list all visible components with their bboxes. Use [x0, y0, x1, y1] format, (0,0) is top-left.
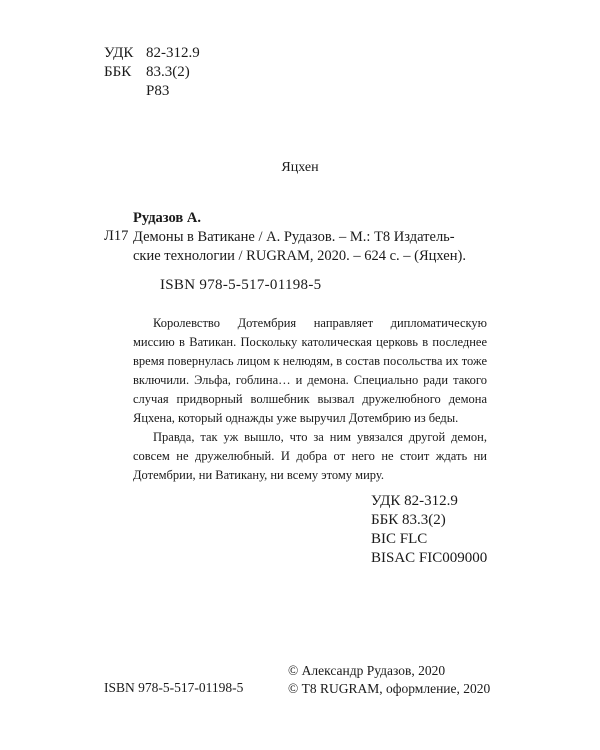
- copyright-line: © Т8 RUGRAM, оформление, 2020: [288, 681, 491, 696]
- code-key: ББК: [104, 64, 132, 80]
- code-line: BIC FLC: [371, 531, 428, 547]
- code-value: Р83: [146, 83, 170, 99]
- classification-codes-top: [104, 44, 200, 101]
- code-line: УДК 82-312.9: [371, 493, 458, 509]
- udk-row: [104, 44, 200, 63]
- code-line: ББК 83.3(2): [371, 512, 446, 528]
- biblio-line: ские технологии / RUGRAM, 2020. – 624 с. – (Яцхен).: [133, 248, 466, 264]
- author-sign-row: [104, 82, 200, 101]
- code-value: 83.3(2): [146, 64, 190, 80]
- biblio-line: Демоны в Ватикане / А. Рудазов. – М.: Т8 Издатель-: [133, 229, 455, 245]
- code-key: УДК: [104, 45, 134, 61]
- code-line: BISAC FIC009000: [371, 550, 488, 566]
- classification-codes-bottom: [371, 492, 487, 568]
- copyright-line: © Александр Рудазов, 2020: [288, 663, 446, 678]
- series-name: Яцхен: [281, 160, 319, 175]
- annotation: [133, 314, 487, 485]
- bbk-row: [104, 63, 200, 82]
- bibliographic-description: [133, 228, 466, 266]
- isbn-footer: ISBN 978-5-517-01198-5: [104, 680, 244, 695]
- isbn-main: ISBN 978-5-517-01198-5: [160, 277, 322, 293]
- annotation-paragraph: Правда, так уж вышло, что за ним увязался другой демон, совсем не дружелюбный. И добра от него не стоит ждать ни Дотембрии, ни Ватикану, ни всему этому миру.: [133, 430, 487, 482]
- code-value: 82-312.9: [146, 45, 200, 61]
- author-mark: Л17: [104, 228, 129, 244]
- copyright-block: [288, 662, 490, 698]
- annotation-paragraph: Королевство Дотембрия направляет дипломатическую миссию в Ватикан. Поскольку католическая церковь в последнее время повернулась лицом к нелюдям, в состав посольства их тоже включили. Эльфа, гоблина… и демона. Специально ради такого случая придворный волшебник вызвал дружелюбного демона Яцхена, который однажды уже выручил Дотембрию из беды.: [133, 316, 487, 425]
- author-heading: Рудазов А.: [133, 210, 201, 226]
